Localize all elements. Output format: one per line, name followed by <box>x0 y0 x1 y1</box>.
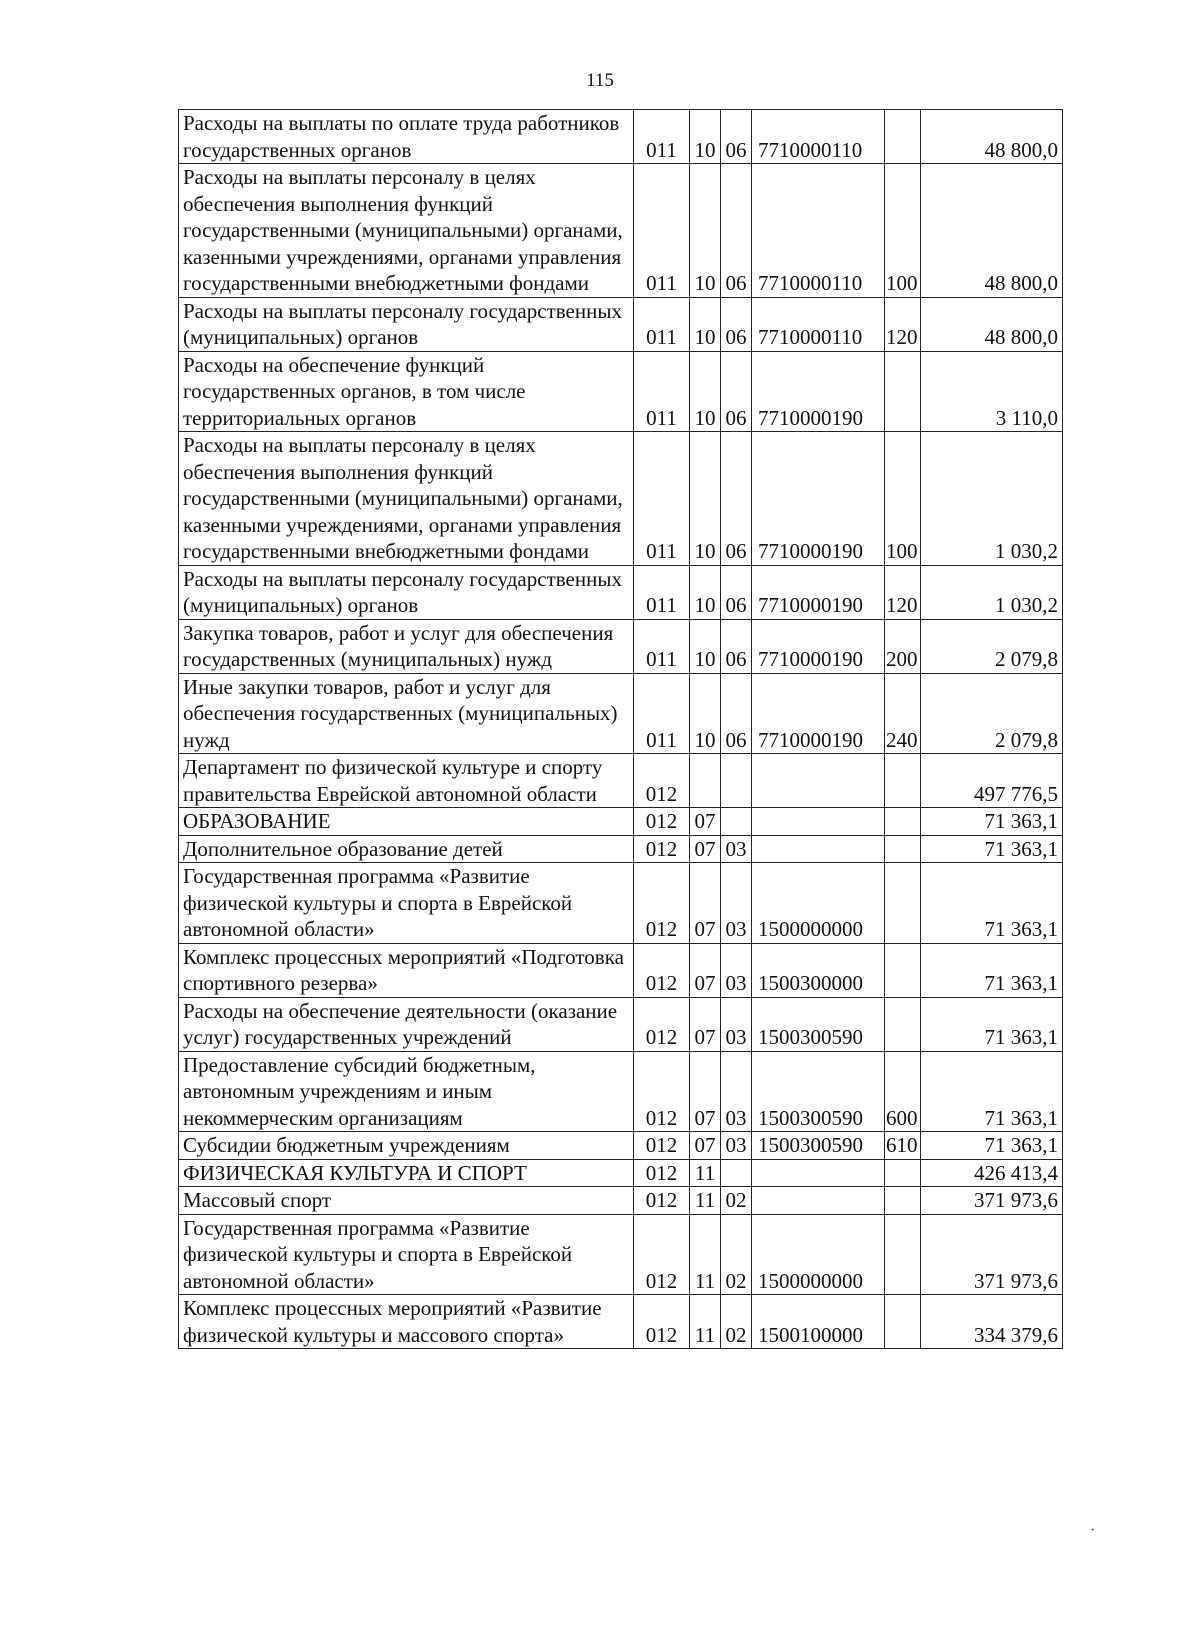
budget-table-body <box>179 110 1063 1349</box>
row-expense-type-cell <box>885 835 921 863</box>
table-row <box>179 943 1063 997</box>
row-subsection-code-cell: 03 <box>721 943 752 997</box>
row-amount-cell: 334 379,6 <box>921 1295 1063 1349</box>
row-amount-cell: 48 800,0 <box>921 297 1063 351</box>
row-name-cell: Массовый спорт <box>179 1187 634 1215</box>
row-expense-type-cell: 100 <box>885 432 921 566</box>
row-admin-code-cell: 012 <box>634 1051 690 1132</box>
row-expense-type-cell: 120 <box>885 565 921 619</box>
row-target-article-cell <box>752 754 885 808</box>
row-subsection-code-cell <box>721 754 752 808</box>
row-expense-type-cell: 610 <box>885 1132 921 1160</box>
row-expense-type-cell <box>885 943 921 997</box>
row-section-code-cell: 10 <box>690 432 721 566</box>
table-row <box>179 1132 1063 1160</box>
row-admin-code-cell: 012 <box>634 1159 690 1187</box>
row-name-cell: Департамент по физической культуре и спорту правительства Еврейской автономной области <box>179 754 634 808</box>
row-expense-type-cell <box>885 351 921 432</box>
row-name-cell: Расходы на выплаты персоналу государственных (муниципальных) органов <box>179 565 634 619</box>
budget-table <box>178 109 1063 1349</box>
row-target-article-cell: 7710000190 <box>752 619 885 673</box>
row-admin-code-cell: 012 <box>634 808 690 836</box>
row-amount-cell: 48 800,0 <box>921 164 1063 298</box>
row-name-cell: Дополнительное образование детей <box>179 835 634 863</box>
row-admin-code-cell: 012 <box>634 1187 690 1215</box>
row-name-cell: Комплекс процессных мероприятий «Подготовка спортивного резерва» <box>179 943 634 997</box>
row-subsection-code-cell: 06 <box>721 110 752 164</box>
table-row <box>179 808 1063 836</box>
row-expense-type-cell <box>885 1214 921 1295</box>
row-amount-cell: 71 363,1 <box>921 1051 1063 1132</box>
row-name-cell: Расходы на выплаты персоналу в целях обеспечения выполнения функций государственными (муниципальными) органами, казенными учреждениями, органами управления государственными внебюджетными фондами <box>179 164 634 298</box>
row-target-article-cell: 1500000000 <box>752 863 885 944</box>
row-subsection-code-cell: 02 <box>721 1295 752 1349</box>
row-section-code-cell: 11 <box>690 1295 721 1349</box>
row-target-article-cell: 1500300590 <box>752 997 885 1051</box>
row-name-cell: Расходы на выплаты персоналу в целях обеспечения выполнения функций государственными (муниципальными) органами, казенными учреждениями, органами управления государственными внебюджетными фондами <box>179 432 634 566</box>
row-admin-code-cell: 012 <box>634 1132 690 1160</box>
table-row <box>179 297 1063 351</box>
row-target-article-cell: 1500000000 <box>752 1214 885 1295</box>
row-section-code-cell: 10 <box>690 164 721 298</box>
row-section-code-cell: 07 <box>690 863 721 944</box>
row-section-code-cell: 10 <box>690 565 721 619</box>
row-expense-type-cell <box>885 1159 921 1187</box>
row-amount-cell: 2 079,8 <box>921 619 1063 673</box>
row-name-cell: Расходы на обеспечение функций государственных органов, в том числе территориальных органов <box>179 351 634 432</box>
row-target-article-cell: 7710000190 <box>752 432 885 566</box>
row-subsection-code-cell: 02 <box>721 1187 752 1215</box>
row-section-code-cell: 10 <box>690 110 721 164</box>
row-amount-cell: 371 973,6 <box>921 1187 1063 1215</box>
row-amount-cell: 71 363,1 <box>921 863 1063 944</box>
row-name-cell: Закупка товаров, работ и услуг для обеспечения государственных (муниципальных) нужд <box>179 619 634 673</box>
row-target-article-cell: 7710000110 <box>752 164 885 298</box>
row-subsection-code-cell <box>721 1159 752 1187</box>
row-amount-cell: 48 800,0 <box>921 110 1063 164</box>
row-name-cell: Иные закупки товаров, работ и услуг для обеспечения государственных (муниципальных) нужд <box>179 673 634 754</box>
row-amount-cell: 2 079,8 <box>921 673 1063 754</box>
row-name-cell: Предоставление субсидий бюджетным, автономным учреждениям и иным некоммерческим организациям <box>179 1051 634 1132</box>
row-section-code-cell: 07 <box>690 943 721 997</box>
row-target-article-cell <box>752 1187 885 1215</box>
row-subsection-code-cell: 02 <box>721 1214 752 1295</box>
row-amount-cell: 426 413,4 <box>921 1159 1063 1187</box>
row-subsection-code-cell: 03 <box>721 1132 752 1160</box>
table-row <box>179 754 1063 808</box>
row-name-cell: Расходы на обеспечение деятельности (оказание услуг) государственных учреждений <box>179 997 634 1051</box>
row-subsection-code-cell: 03 <box>721 863 752 944</box>
row-admin-code-cell: 012 <box>634 863 690 944</box>
row-section-code-cell: 11 <box>690 1214 721 1295</box>
row-expense-type-cell <box>885 110 921 164</box>
table-row <box>179 1187 1063 1215</box>
row-amount-cell: 497 776,5 <box>921 754 1063 808</box>
row-expense-type-cell <box>885 997 921 1051</box>
row-admin-code-cell: 011 <box>634 164 690 298</box>
table-row <box>179 432 1063 566</box>
row-target-article-cell <box>752 835 885 863</box>
row-amount-cell: 71 363,1 <box>921 808 1063 836</box>
row-admin-code-cell: 011 <box>634 297 690 351</box>
row-expense-type-cell <box>885 1187 921 1215</box>
row-admin-code-cell: 012 <box>634 997 690 1051</box>
row-target-article-cell: 7710000190 <box>752 565 885 619</box>
table-row <box>179 673 1063 754</box>
row-subsection-code-cell: 03 <box>721 835 752 863</box>
row-admin-code-cell: 011 <box>634 565 690 619</box>
row-subsection-code-cell: 06 <box>721 673 752 754</box>
row-expense-type-cell <box>885 808 921 836</box>
scan-speck: · <box>1090 1522 1096 1539</box>
row-target-article-cell: 1500300590 <box>752 1132 885 1160</box>
table-row <box>179 997 1063 1051</box>
table-row <box>179 351 1063 432</box>
row-subsection-code-cell: 06 <box>721 297 752 351</box>
row-subsection-code-cell: 06 <box>721 164 752 298</box>
row-subsection-code-cell: 06 <box>721 351 752 432</box>
row-section-code-cell: 10 <box>690 673 721 754</box>
row-amount-cell: 71 363,1 <box>921 1132 1063 1160</box>
page-number: 115 <box>586 70 614 91</box>
table-row <box>179 1051 1063 1132</box>
row-section-code-cell: 07 <box>690 997 721 1051</box>
row-target-article-cell <box>752 1159 885 1187</box>
row-target-article-cell: 1500300000 <box>752 943 885 997</box>
row-admin-code-cell: 011 <box>634 673 690 754</box>
row-section-code-cell: 07 <box>690 835 721 863</box>
row-section-code-cell: 10 <box>690 351 721 432</box>
row-admin-code-cell: 011 <box>634 351 690 432</box>
table-row <box>179 1295 1063 1349</box>
row-name-cell: ОБРАЗОВАНИЕ <box>179 808 634 836</box>
row-target-article-cell: 7710000110 <box>752 297 885 351</box>
row-expense-type-cell: 240 <box>885 673 921 754</box>
row-expense-type-cell: 100 <box>885 164 921 298</box>
table-row <box>179 863 1063 944</box>
row-name-cell: Расходы на выплаты по оплате труда работников государственных органов <box>179 110 634 164</box>
row-name-cell: Субсидии бюджетным учреждениям <box>179 1132 634 1160</box>
row-target-article-cell: 7710000190 <box>752 351 885 432</box>
row-amount-cell: 71 363,1 <box>921 835 1063 863</box>
row-subsection-code-cell: 03 <box>721 1051 752 1132</box>
row-name-cell: Комплекс процессных мероприятий «Развитие физической культуры и массового спорта» <box>179 1295 634 1349</box>
row-subsection-code-cell: 06 <box>721 565 752 619</box>
row-section-code-cell: 10 <box>690 619 721 673</box>
row-admin-code-cell: 012 <box>634 835 690 863</box>
row-section-code-cell: 11 <box>690 1159 721 1187</box>
row-amount-cell: 71 363,1 <box>921 943 1063 997</box>
row-admin-code-cell: 011 <box>634 110 690 164</box>
row-amount-cell: 3 110,0 <box>921 351 1063 432</box>
table-row <box>179 1214 1063 1295</box>
table-row <box>179 565 1063 619</box>
row-target-article-cell <box>752 808 885 836</box>
row-subsection-code-cell: 06 <box>721 432 752 566</box>
row-amount-cell: 371 973,6 <box>921 1214 1063 1295</box>
table-row <box>179 164 1063 298</box>
row-target-article-cell: 1500100000 <box>752 1295 885 1349</box>
row-expense-type-cell <box>885 863 921 944</box>
table-row <box>179 110 1063 164</box>
row-section-code-cell: 10 <box>690 297 721 351</box>
row-name-cell: ФИЗИЧЕСКАЯ КУЛЬТУРА И СПОРТ <box>179 1159 634 1187</box>
row-admin-code-cell: 012 <box>634 754 690 808</box>
row-admin-code-cell: 011 <box>634 432 690 566</box>
table-row <box>179 835 1063 863</box>
row-target-article-cell: 7710000190 <box>752 673 885 754</box>
row-name-cell: Государственная программа «Развитие физической культуры и спорта в Еврейской автономной области» <box>179 1214 634 1295</box>
row-amount-cell: 1 030,2 <box>921 432 1063 566</box>
row-admin-code-cell: 012 <box>634 1295 690 1349</box>
row-admin-code-cell: 012 <box>634 1214 690 1295</box>
row-expense-type-cell <box>885 1295 921 1349</box>
row-subsection-code-cell: 03 <box>721 997 752 1051</box>
row-section-code-cell: 07 <box>690 1132 721 1160</box>
row-section-code-cell: 11 <box>690 1187 721 1215</box>
row-section-code-cell: 07 <box>690 808 721 836</box>
row-subsection-code-cell: 06 <box>721 619 752 673</box>
row-expense-type-cell: 200 <box>885 619 921 673</box>
row-amount-cell: 1 030,2 <box>921 565 1063 619</box>
table-row <box>179 1159 1063 1187</box>
table-row <box>179 619 1063 673</box>
row-section-code-cell <box>690 754 721 808</box>
row-expense-type-cell: 120 <box>885 297 921 351</box>
row-expense-type-cell: 600 <box>885 1051 921 1132</box>
row-expense-type-cell <box>885 754 921 808</box>
row-name-cell: Государственная программа «Развитие физической культуры и спорта в Еврейской автономной области» <box>179 863 634 944</box>
row-admin-code-cell: 011 <box>634 619 690 673</box>
row-section-code-cell: 07 <box>690 1051 721 1132</box>
row-amount-cell: 71 363,1 <box>921 997 1063 1051</box>
row-target-article-cell: 7710000110 <box>752 110 885 164</box>
row-admin-code-cell: 012 <box>634 943 690 997</box>
row-target-article-cell: 1500300590 <box>752 1051 885 1132</box>
row-name-cell: Расходы на выплаты персоналу государственных (муниципальных) органов <box>179 297 634 351</box>
row-subsection-code-cell <box>721 808 752 836</box>
